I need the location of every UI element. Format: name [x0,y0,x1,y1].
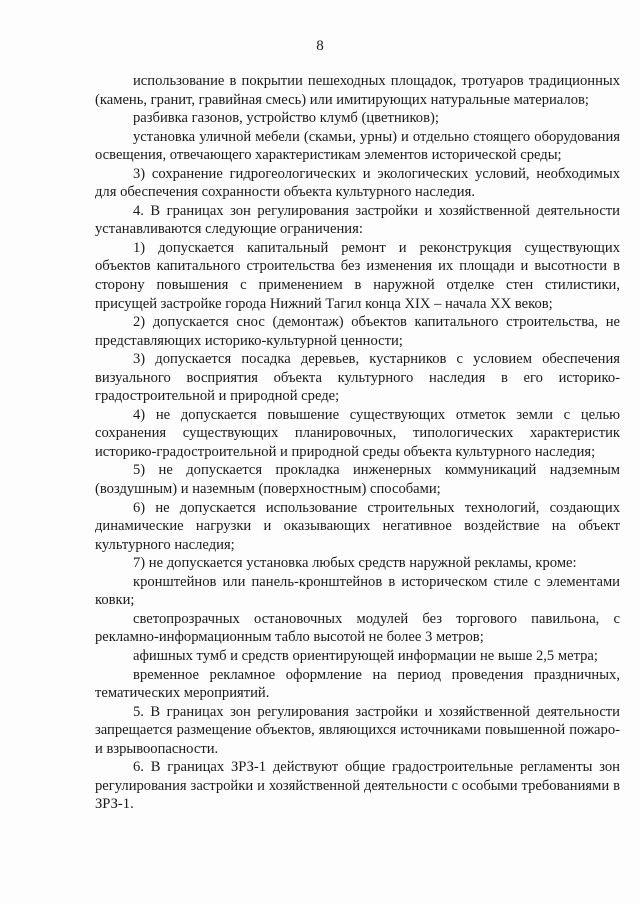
paragraph: 4) не допускается повышение существующих отметок земли с целью сохранения существующих планировочных, типологических характеристик историко-градостроительной и природной среды объекта культурного наследия; [95,406,620,460]
paragraph: светопрозрачных остановочных модулей без торгового павильона, с рекламно-информационным табло высотой не более 3 метров; [95,610,620,646]
paragraph: кронштейнов или панель-кронштейнов в историческом стиле с элементами ковки; [95,573,620,609]
paragraph: 3) сохранение гидрогеологических и экологических условий, необходимых для обеспечения сохранности объекта культурного наследия. [95,165,620,201]
paragraph: временное рекламное оформление на период проведения праздничных, тематических мероприятий. [95,666,620,702]
paragraph: 6) не допускается использование строительных технологий, создающих динамические нагрузки и оказывающих негативное воздействие на объект культурного наследия; [95,499,620,553]
page-number: 8 [316,38,324,54]
paragraph: 1) допускается капитальный ремонт и реконструкция существующих объектов капитального строительства без изменения их площади и высотности в сторону повышения с применением в наружной отделке стен стилистики, присущей застройке города Нижний Тагил конца XIX – начала XX веков; [95,239,620,312]
paragraph: установка уличной мебели (скамьи, урны) и отдельно стоящего оборудования освещения, отвечающего характеристикам элементов исторической среды; [95,128,620,164]
paragraph: 7) не допускается установка любых средств наружной рекламы, кроме: [133,555,577,572]
paragraph: 5. В границах зон регулирования застройки и хозяйственной деятельности запрещается размещение объектов, являющихся источниками повышенной пожаро- и взрывоопасности. [95,703,620,757]
paragraph: использование в покрытии пешеходных площадок, тротуаров традиционных (камень, гранит, гравийная смесь) или имитирующих натуральные материалов; [95,73,620,108]
paragraph: 4. В границах зон регулирования застройки и хозяйственной деятельности устанавливаются следующие ограничения: [95,202,620,238]
paragraph: 6. В границах ЗРЗ-1 действуют общие градостроительные регламенты зон регулирования застройки и хозяйственной деятельности с особыми требованиями в ЗРЗ-1. [95,759,620,813]
document-body [95,72,620,814]
paragraph: афишных тумб и средств ориентирующей информации не выше 2,5 метра; [133,647,598,664]
paragraph: 2) допускается снос (демонтаж) объектов капитального строительства, не представляющих историко-культурной ценности; [95,314,620,349]
paragraph: 3) допускается посадка деревьев, кустарников с условием обеспечения визуального восприятия объекта культурного наследия в его историко-градостроительной и природной среде; [95,351,620,405]
paragraph: 5) не допускается прокладка инженерных коммуникаций надземным (воздушным) и наземным (поверхностным) способами; [95,462,620,498]
paragraph: разбивка газонов, устройство клумб (цветников); [133,110,439,127]
